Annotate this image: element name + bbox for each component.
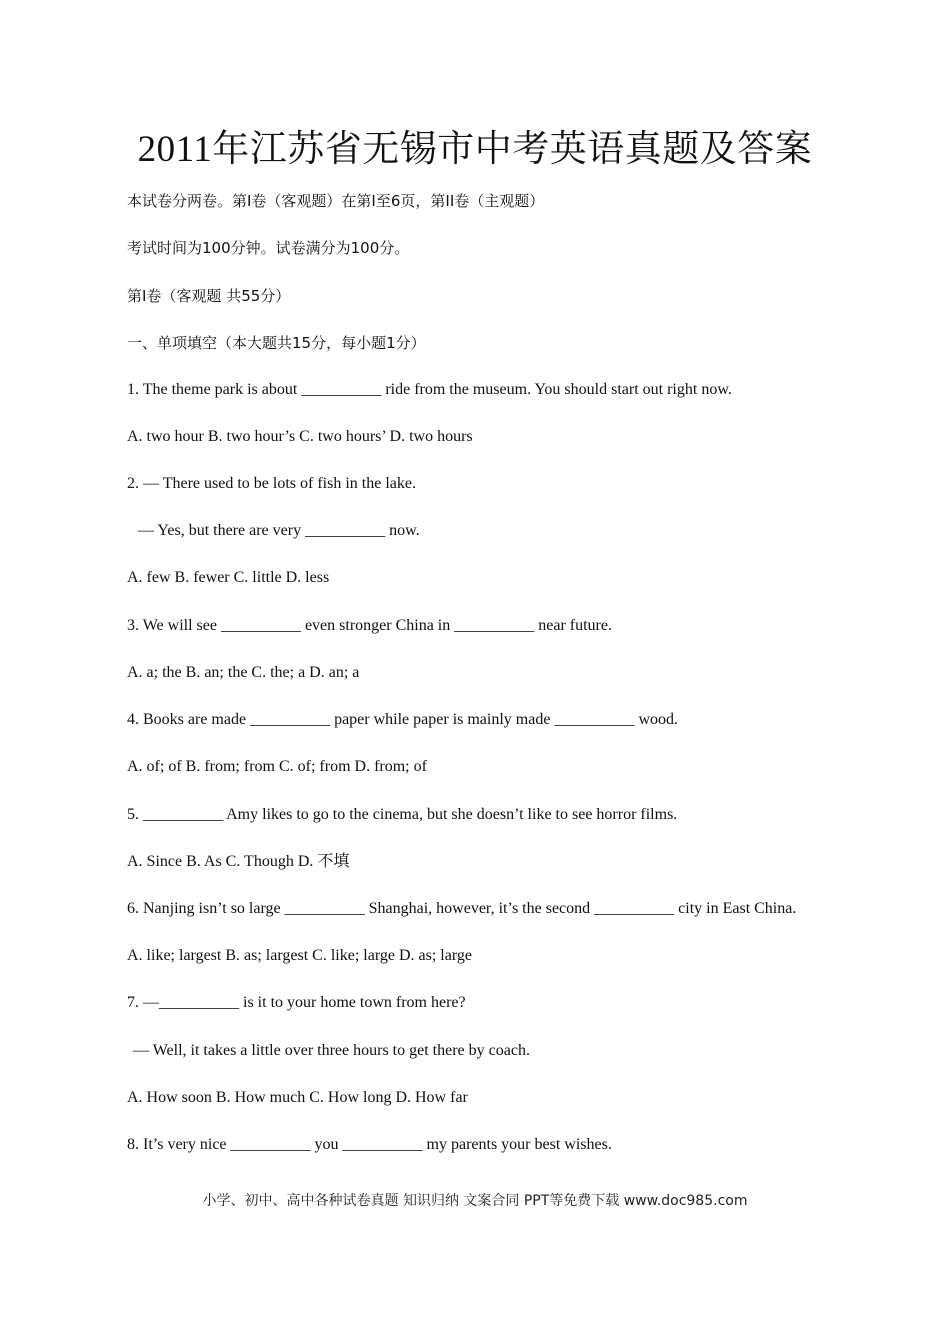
question-1: 1. The theme park is about __________ ride from the museum. You should start out right now. bbox=[127, 381, 732, 398]
question-5: 5. __________ Amy likes to go to the cinema, but she doesn’t like to see horror films. bbox=[127, 806, 678, 823]
part-heading: 第I卷（客观题 共55分） bbox=[127, 287, 291, 305]
question-6-options: A. like; largest B. as; largest C. like; large D. as; large bbox=[127, 947, 472, 964]
question-2-reply: — Yes, but there are very __________ now. bbox=[138, 522, 420, 539]
question-7-reply: — Well, it takes a little over three hours to get there by coach. bbox=[133, 1042, 530, 1059]
question-2-options: A. few B. fewer C. little D. less bbox=[127, 569, 330, 586]
question-3-options: A. a; the B. an; the C. the; a D. an; a bbox=[127, 664, 360, 681]
intro-line-1: 本试卷分两卷。第I卷（客观题）在第I至6页，第II卷（主观题） bbox=[127, 192, 545, 210]
question-7-options: A. How soon B. How much C. How long D. How far bbox=[127, 1089, 468, 1106]
question-5-options: A. Since B. As C. Though D. 不填 bbox=[127, 853, 350, 870]
question-2: 2. — There used to be lots of fish in the lake. bbox=[127, 475, 416, 492]
page-footer: 小学、初中、高中各种试卷真题 知识归纳 文案合同 PPT等免费下载 www.doc985.com bbox=[202, 1193, 748, 1209]
question-8: 8. It’s very nice __________ you __________ my parents your best wishes. bbox=[127, 1136, 612, 1153]
question-1-options: A. two hour B. two hour’s C. two hours’ D. two hours bbox=[127, 428, 473, 445]
intro-line-2: 考试时间为100分钟。试卷满分为100分。 bbox=[127, 239, 410, 257]
question-4-options: A. of; of B. from; from C. of; from D. from; of bbox=[127, 758, 427, 775]
document-title: 2011年江苏省无锡市中考英语真题及答案 bbox=[137, 129, 813, 170]
question-3: 3. We will see __________ even stronger China in __________ near future. bbox=[127, 617, 612, 634]
question-4: 4. Books are made __________ paper while paper is mainly made __________ wood. bbox=[127, 711, 678, 728]
section-heading: 一、单项填空（本大题共15分，每小题1分） bbox=[127, 334, 426, 352]
question-6: 6. Nanjing isn’t so large __________ Shanghai, however, it’s the second __________ city in East China. bbox=[127, 900, 797, 917]
question-7: 7. —__________ is it to your home town from here? bbox=[127, 994, 466, 1011]
